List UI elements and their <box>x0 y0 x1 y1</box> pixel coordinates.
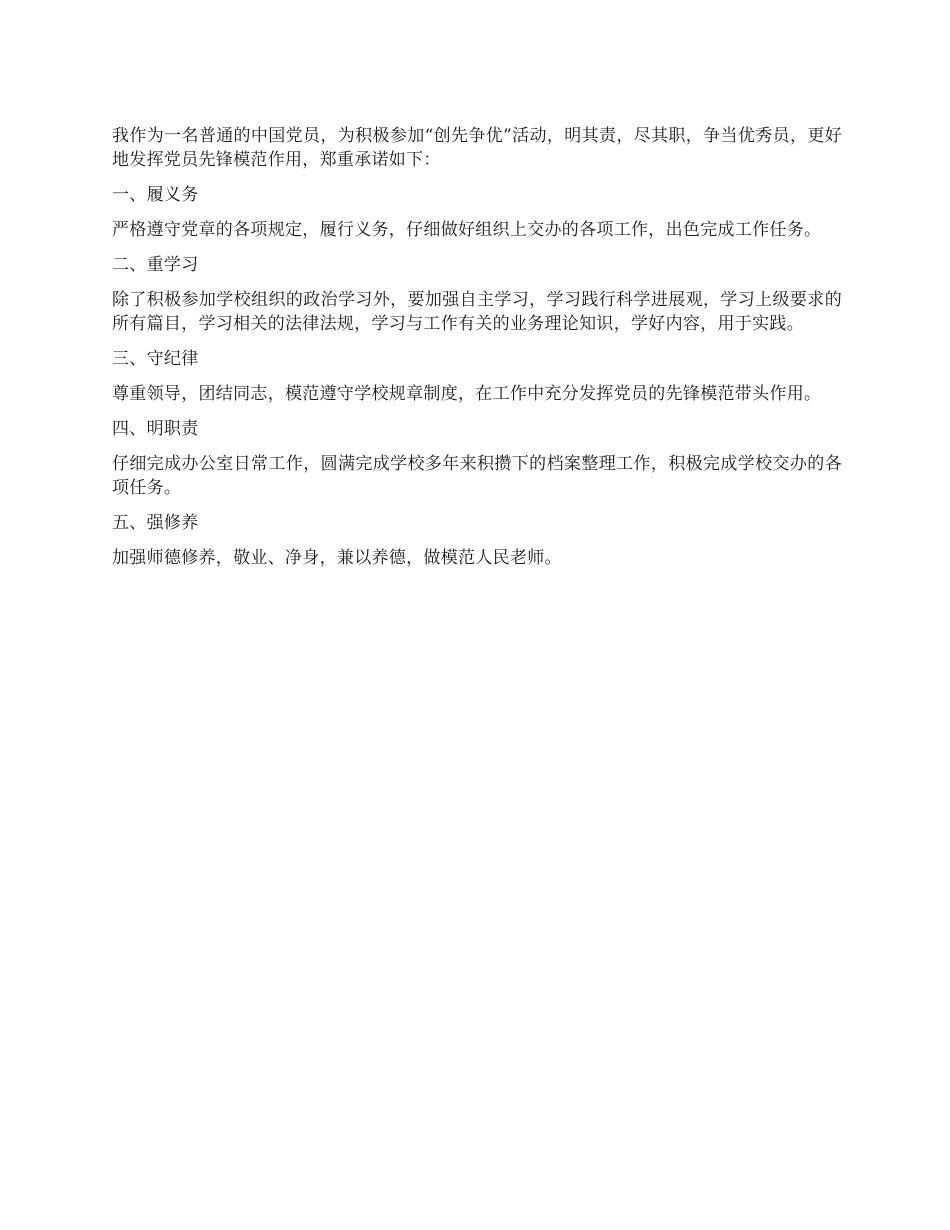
section-body-3: 尊重领导，团结同志，模范遵守学校规章制度，在工作中充分发挥党员的先锋模范带头作用。 <box>112 384 822 404</box>
section-heading-2: 二、重学习 <box>112 255 199 275</box>
section-heading-4: 四、明职责 <box>112 419 199 439</box>
section-heading-5: 五、强修养 <box>112 513 199 533</box>
section-heading-3: 三、守纪律 <box>112 349 199 369</box>
intro-paragraph: 我作为一名普通的中国党员，为积极参加“创先争优”活动，明其责，尽其职，争当优秀员，更好地发挥党员先锋模范作用，郑重承诺如下： <box>112 126 842 170</box>
section-body-5: 加强师德修养，敬业、净身，兼以养德，做模范人民老师。 <box>112 548 562 568</box>
document-body <box>112 124 842 581</box>
section-body-2: 除了积极参加学校组织的政治学习外，要加强自主学习，学习践行科学进展观，学习上级要求的所有篇目，学习相关的法律法规，学习与工作有关的业务理论知识，学好内容，用于实践。 <box>112 290 842 334</box>
section-heading-1: 一、履义务 <box>112 185 199 205</box>
section-body-1: 严格遵守党章的各项规定，履行义务，仔细做好组织上交办的各项工作，出色完成工作任务。 <box>112 220 822 240</box>
section-body-4: 仔细完成办公室日常工作，圆满完成学校多年来积攒下的档案整理工作，积极完成学校交办的各项任务。 <box>112 454 842 498</box>
